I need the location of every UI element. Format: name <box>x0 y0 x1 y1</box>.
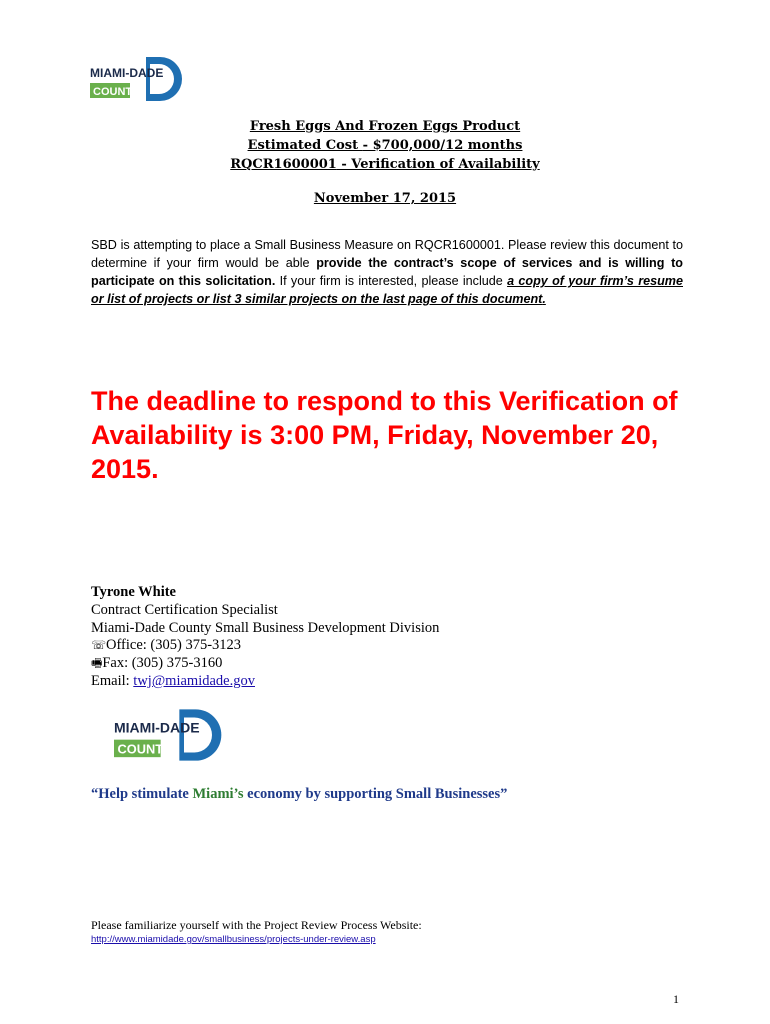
phone-icon: ☏ <box>91 638 107 653</box>
intro-text-2: If your firm is interested, please include <box>275 274 508 288</box>
miami-dade-county-logo <box>88 55 188 103</box>
contact-fax-text: Fax: (305) 375-3160 <box>102 655 223 672</box>
logo-text-line2: COUNTY <box>117 741 172 757</box>
cost-label: Estimated Cost <box>247 138 363 153</box>
header-product-title: Fresh Eggs And Frozen Eggs Product <box>249 119 521 134</box>
page-number: 1 <box>673 992 679 1006</box>
intro-end: . <box>542 292 546 306</box>
deadline-notice: The deadline to respond to this Verification of Availability is 3:00 PM, Friday, November 20, 2015. <box>91 386 678 484</box>
logo-text-line1: MIAMI-DADE <box>114 719 200 736</box>
header-rqcr <box>0 155 770 174</box>
logo-text-line1: MIAMI-DADE <box>90 66 164 80</box>
intro-underlined-text: a copy of your firm’s resume or list of projects or list 3 similar projects on the last page of this document <box>91 274 683 306</box>
contact-name: Tyrone White <box>91 584 176 600</box>
slogan-miami: Miami’s <box>192 786 244 802</box>
footer-note: Please familiarize yourself with the Project Review Process Website: <box>91 918 422 932</box>
email-link[interactable]: twj@miamidade.gov <box>133 672 255 689</box>
document-header <box>0 117 770 174</box>
rqcr-id: RQCR1600001 <box>230 157 337 172</box>
contact-fax <box>91 655 591 673</box>
contact-division: Miami-Dade County Small Business Development Division <box>91 619 440 636</box>
rqcr-title: - Verification of Availability <box>336 157 540 172</box>
intro-paragraph <box>91 236 683 308</box>
contact-email <box>91 673 591 691</box>
contact-block <box>91 584 591 691</box>
slogan <box>91 786 691 803</box>
contact-office <box>91 637 591 655</box>
fax-icon: 🖷 <box>91 656 103 671</box>
cost-value: - $700,000/12 months <box>362 138 523 153</box>
header-estimated-cost <box>0 136 770 155</box>
header-date: November 17, 2015 <box>313 191 457 206</box>
miami-dade-county-logo <box>110 707 230 763</box>
intro-text-1: SBD is attempting to place a Small Business Measure on RQCR1600001. Please review this document to determine if your firm would be able <box>91 238 683 270</box>
slogan-rest: economy by supporting Small Businesses” <box>243 786 508 802</box>
slogan-open: “Help stimulate <box>91 786 193 802</box>
logo-text-line2: COUNTY <box>93 86 140 98</box>
intro-bold-text: provide the contract’s scope of services and is willing to participate on this solicitation. <box>91 256 683 288</box>
project-review-link[interactable]: http://www.miamidade.gov/smallbusiness/projects-under-review.asp <box>91 934 376 945</box>
email-label: Email: <box>91 672 134 689</box>
contact-title: Contract Certification Specialist <box>91 601 278 618</box>
contact-office-text: Office: (305) 375-3123 <box>106 637 242 654</box>
